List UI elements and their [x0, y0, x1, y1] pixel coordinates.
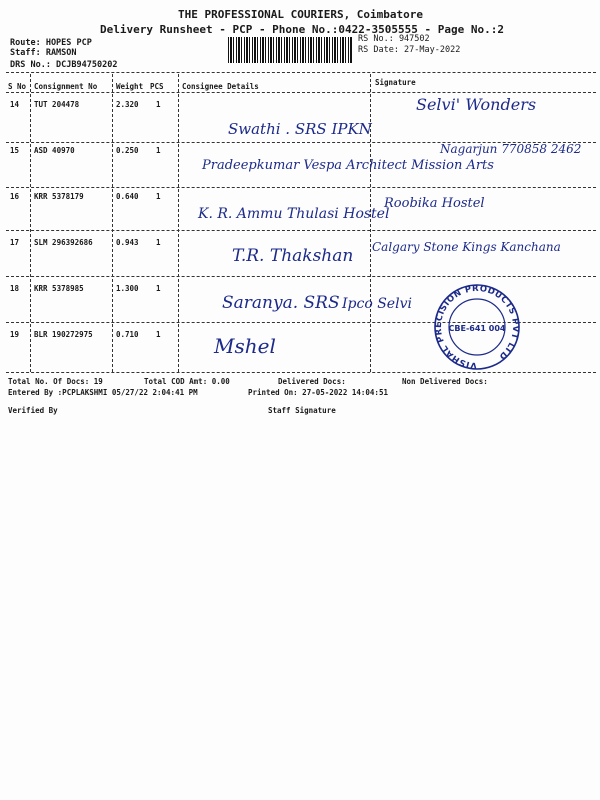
row-sno: 19: [10, 330, 20, 339]
col-header-sno: S No: [8, 82, 27, 91]
total-docs: Total No. Of Docs: 19: [8, 377, 103, 386]
row-sno: 18: [10, 284, 20, 293]
row-pcs: 1: [156, 238, 161, 247]
row-consignment: BLR 190272975: [34, 330, 93, 339]
row-consignment: ASD 40970: [34, 146, 75, 155]
drs-number: DRS No.: DCJB94750202: [10, 60, 118, 70]
col-header-consignment: Consignment No: [34, 82, 98, 91]
row-consignment: KRR 5378179: [34, 192, 84, 201]
table-header-rule: [6, 92, 596, 93]
row-rule: [6, 230, 596, 231]
row-consignment: TUT 204478: [34, 100, 80, 109]
row-rule: [6, 187, 596, 188]
col-header-signature: Signature: [375, 78, 416, 87]
row-pcs: 1: [156, 284, 161, 293]
signature-handwriting: Calgary Stone Kings Kanchana: [372, 240, 561, 254]
consignee-handwriting: Swathi . SRS IPKN: [228, 120, 372, 138]
row-consignment: KRR 5378985: [34, 284, 84, 293]
total-cod: Total COD Amt: 0.00: [144, 377, 230, 386]
consignee-handwriting: Saranya. SRS: [222, 293, 340, 313]
table-bottom-rule: [6, 372, 596, 373]
company-name: THE PROFESSIONAL COURIERS, Coimbatore: [178, 8, 424, 21]
row-consignment: SLM 296392686: [34, 238, 93, 247]
row-pcs: 1: [156, 100, 161, 109]
row-weight: 2.320: [116, 100, 139, 109]
stamp-center-text: CBE-641 004: [448, 324, 506, 333]
rs-number: RS No.: 947502: [358, 34, 430, 44]
row-weight: 0.943: [116, 238, 139, 247]
column-divider: [30, 74, 31, 372]
signature-handwriting: Selvi' Wonders: [416, 95, 537, 114]
non-delivered-docs: Non Delivered Docs:: [402, 377, 488, 386]
col-header-consignee: Consignee Details: [182, 82, 259, 91]
col-header-weight: Weight: [116, 82, 144, 91]
consignee-handwriting: T.R. Thakshan: [232, 246, 354, 266]
row-weight: 1.300: [116, 284, 139, 293]
row-weight: 0.640: [116, 192, 139, 201]
delivered-docs: Delivered Docs:: [278, 377, 346, 386]
signature-handwriting: Roobika Hostel: [384, 196, 485, 211]
column-divider: [178, 74, 179, 372]
row-weight: 0.250: [116, 146, 139, 155]
stamp-ring-text: VISHAL PRECISION PRODUCTS PVT LTD: [433, 283, 521, 371]
row-weight: 0.710: [116, 330, 139, 339]
row-pcs: 1: [156, 330, 161, 339]
rs-date: RS Date: 27-May-2022: [358, 45, 461, 55]
row-pcs: 1: [156, 146, 161, 155]
company-stamp-icon: [428, 283, 526, 371]
column-divider: [370, 74, 371, 372]
column-divider: [112, 74, 113, 372]
col-header-pcs: PCS: [150, 82, 164, 91]
row-pcs: 1: [156, 192, 161, 201]
entered-by: Entered By :PCPLAKSHMI 05/27/22 2:04:41 PM: [8, 388, 198, 397]
signature-handwriting: Ipco Selvi: [342, 296, 412, 312]
consignee-handwriting: K. R. Ammu Thulasi Hostel: [198, 206, 390, 222]
staff-signature: Staff Signature: [268, 406, 336, 415]
row-rule: [6, 276, 596, 277]
consignee-handwriting: Pradeepkumar Vespa Architect Mission Arts: [202, 158, 494, 173]
runsheet-subtitle: Delivery Runsheet - PCP - Phone No.:0422-3505555 - Page No.:2: [100, 23, 504, 36]
staff-label: Staff: RAMSON: [10, 48, 77, 58]
table-top-rule: [6, 72, 596, 73]
route-label: Route: HOPES PCP: [10, 38, 92, 48]
printed-on: Printed On: 27-05-2022 14:04:51: [248, 388, 388, 397]
row-sno: 15: [10, 146, 20, 155]
consignee-handwriting: Mshel: [214, 334, 276, 358]
row-sno: 14: [10, 100, 20, 109]
barcode: [228, 37, 352, 63]
row-sno: 17: [10, 238, 20, 247]
signature-handwriting: Nagarjun 770858 2462: [440, 142, 582, 156]
verified-by: Verified By: [8, 406, 58, 415]
row-sno: 16: [10, 192, 20, 201]
